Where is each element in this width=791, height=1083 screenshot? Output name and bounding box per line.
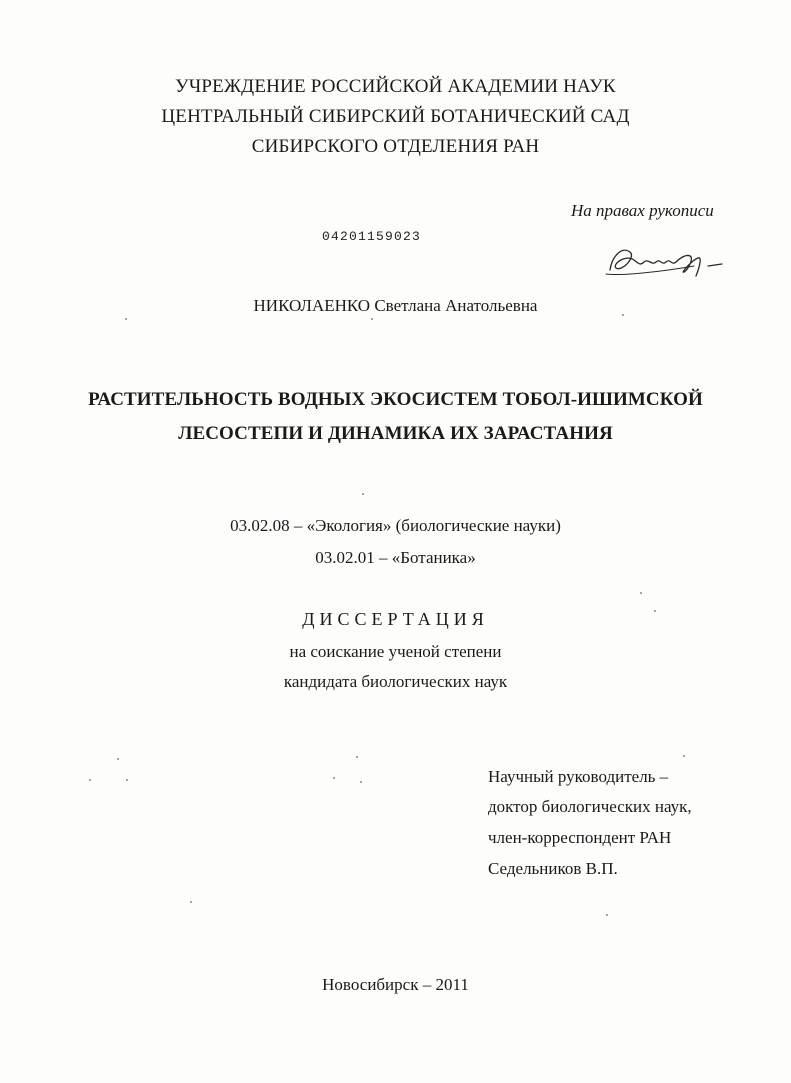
manuscript-rights-note: На правах рукописи (571, 201, 714, 220)
supervisor-name: Седельников В.П. (488, 859, 618, 878)
institution-line-2: ЦЕНТРАЛЬНЫЙ СИБИРСКИЙ БОТАНИЧЕСКИЙ САД (161, 106, 630, 127)
catalog-code: 04201159023 (322, 229, 422, 244)
signature-image (600, 236, 730, 288)
supervisor-degree: доктор биологических наук, (488, 797, 692, 816)
scan-speck (117, 758, 119, 760)
city-year: Новосибирск – 2011 (322, 975, 469, 994)
supervisor-role: Научный руководитель – (488, 767, 669, 786)
scan-speck (362, 493, 364, 495)
institution-line-3: СИБИРСКОГО ОТДЕЛЕНИЯ РАН (251, 136, 540, 157)
degree-line-2: кандидата биологических наук (283, 672, 508, 691)
scan-speck (89, 779, 91, 781)
dissertation-heading: ДИССЕРТАЦИЯ (302, 609, 489, 629)
scan-speck (640, 592, 642, 594)
institution-line-1: УЧРЕЖДЕНИЕ РОССИЙСКОЙ АКАДЕМИИ НАУК (175, 76, 616, 97)
specialty-second: 03.02.01 – «Ботаника» (315, 548, 476, 567)
scan-speck (190, 901, 192, 903)
dissertation-title-line-1: РАСТИТЕЛЬНОСТЬ ВОДНЫХ ЭКОСИСТЕМ ТОБОЛ-ИШИМСКОЙ (88, 389, 703, 410)
scan-speck (126, 779, 128, 781)
degree-line-1: на соискание ученой степени (289, 642, 502, 661)
specialty-first: 03.02.08 – «Экология» (биологические науки) (230, 516, 561, 535)
scan-speck (371, 318, 373, 320)
dissertation-title-line-2: ЛЕСОСТЕПИ И ДИНАМИКА ИХ ЗАРАСТАНИЯ (178, 423, 613, 444)
scan-speck (125, 318, 127, 320)
scan-speck (622, 314, 624, 316)
author-name: НИКОЛАЕНКО Светлана Анатольевна (253, 296, 538, 315)
scan-speck (360, 781, 362, 783)
scan-speck (333, 777, 335, 779)
scan-speck (606, 914, 608, 916)
scan-speck (356, 756, 358, 758)
scan-speck (683, 755, 685, 757)
scan-speck (654, 610, 656, 612)
supervisor-rank: член-корреспондент РАН (488, 828, 672, 847)
